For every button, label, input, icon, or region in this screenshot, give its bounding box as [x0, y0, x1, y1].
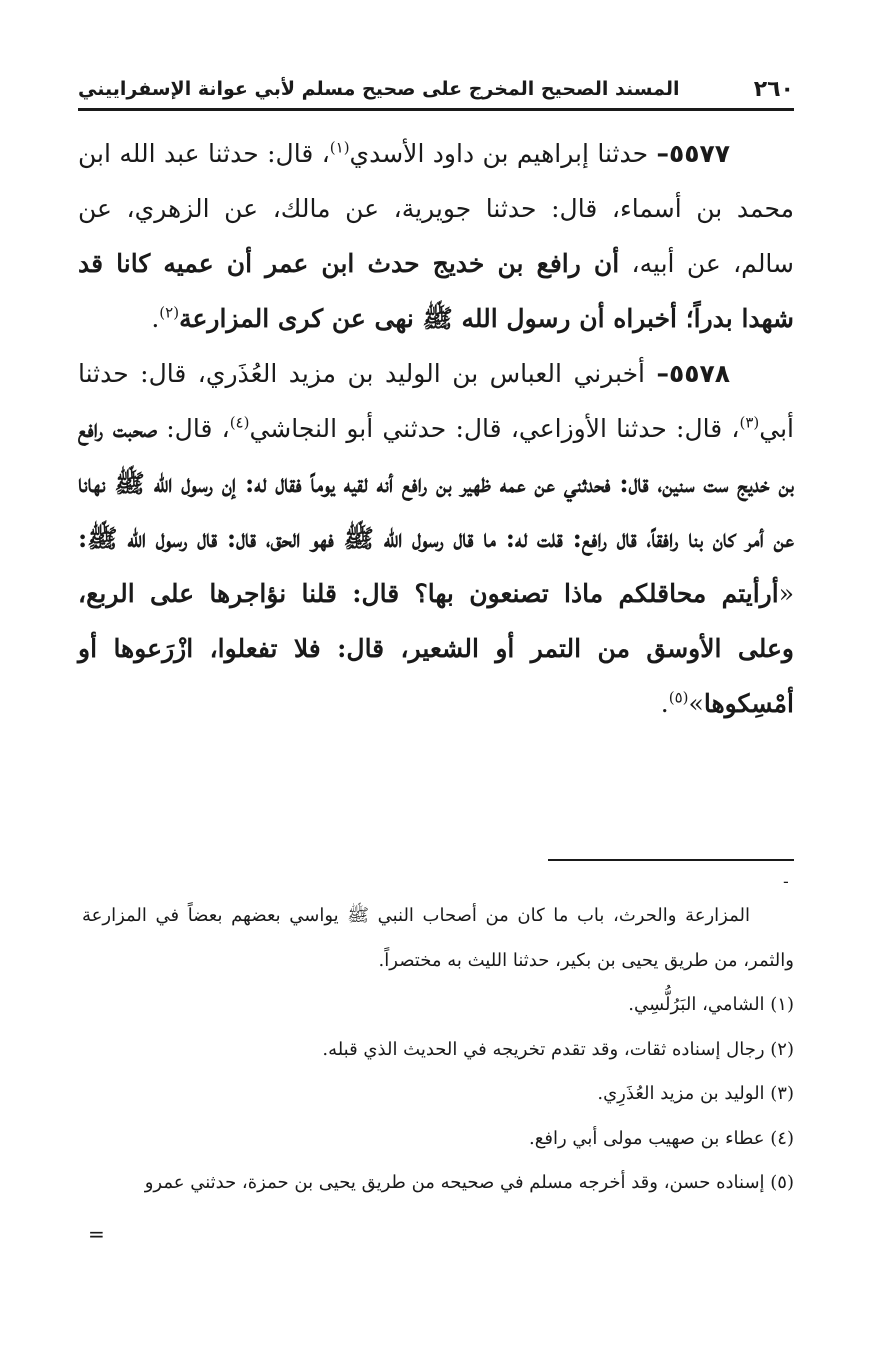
hadith-text: أخبرني العباس بن الوليد بن مزيد العُذَري، قال: حدثنا أبي — [78, 359, 794, 443]
footnotes — [82, 894, 794, 1206]
quote-open: « — [778, 579, 794, 608]
footnote-5: (٥) إسناده حسن، وقد أخرجه مسلم في صحيحه من طريق يحيى بن حمزة، حدثني عمرو — [144, 1172, 794, 1193]
footnote-ref-1[interactable]: (١) — [329, 138, 350, 157]
hadith-text: حدثنا إبراهيم بن داود الأسدي — [349, 139, 657, 168]
page-number: ٢٦٠ — [753, 76, 794, 102]
book-title: المسند الصحيح المخرج على صحيح مسلم لأبي عوانة الإسفراييني — [78, 78, 680, 100]
footnote-separator — [548, 859, 794, 861]
hadith-matn: أن رافع بن خديج حدث ابن عمر أن عميه كانا قد شهدا بدراً؛ أخبراه أن رسول الله ﷺ نهى عن كرى المزارعة — [78, 249, 794, 333]
hadith-end: . — [660, 689, 669, 718]
header-rule — [78, 108, 794, 111]
hadith-number: ٥٥٧٧ — [668, 139, 730, 168]
footnote-ref-2[interactable]: (٢) — [159, 303, 180, 322]
footnote-ref-3[interactable]: (٣) — [739, 413, 760, 432]
footnote-2: (٢) رجال إسناده ثقات، وقد تقدم تخريجه في الحديث الذي قبله. — [322, 1038, 794, 1060]
footnote-3: (٣) الوليد بن مزيد العُذَرِي. — [597, 1083, 794, 1104]
hadith-dash: – — [656, 359, 669, 388]
main-text — [78, 126, 794, 731]
footnote-ref-4[interactable]: (٤) — [229, 413, 250, 432]
quote-close: » — [688, 689, 704, 718]
hadith-text: ، قال: حدثنا الأوزاعي، قال: حدثني أبو النجاشي — [249, 414, 740, 443]
running-header — [78, 72, 794, 106]
continuation-mark-bottom: = — [88, 1222, 105, 1246]
hadith-text: ، قال: — [157, 414, 230, 443]
continuation-mark-top: - — [783, 872, 789, 891]
hadith-matn: صحبت رافع بن خديج ست سنين، قال: فحدثني عن عمه ظهير بن رافع أنه لقيه يوماً فقال له: إن رسول الله ﷺ نهانا عن أمر كان بنا رافقاً، قال رافع: قلت له: ما قال رسول الله ﷺ فهو الحق، قال: قال رسول الله ﷺ: — [78, 414, 794, 553]
hadith-dash: – — [656, 139, 669, 168]
hadith-text: ، قال: حدثنا عبد الله ابن محمد بن أسماء، قال: حدثنا جويرية، عن مالك، عن الزهري، عن سالم، عن أبيه، — [78, 139, 794, 278]
footnote-continuation: المزارعة والحرث، باب ما كان من أصحاب النبي ﷺ يواسي بعضهم بعضاً في المزارعة والثمر، من طريق يحيى بن بكير، حدثنا الليث به مختصراً. — [82, 905, 794, 971]
footnote-1: (١) الشامي، البَرُلُّسِي. — [628, 994, 794, 1015]
footnote-ref-5[interactable]: (٥) — [668, 688, 689, 707]
hadith-5578 — [78, 346, 794, 731]
hadith-matn-quote: أرأيتم محاقلكم ماذا تصنعون بها؟ قال: قلنا نؤاجرها على الربع، وعلى الأوسق من التمر أو الشعير، قال: فلا تفعلوا، ازْرَعوها أو أمْسِكوها — [78, 579, 794, 718]
hadith-end: . — [151, 304, 160, 333]
hadith-5577 — [78, 126, 794, 346]
footnote-4: (٤) عطاء بن صهيب مولى أبي رافع. — [529, 1127, 794, 1149]
hadith-number: ٥٥٧٨ — [668, 359, 730, 388]
